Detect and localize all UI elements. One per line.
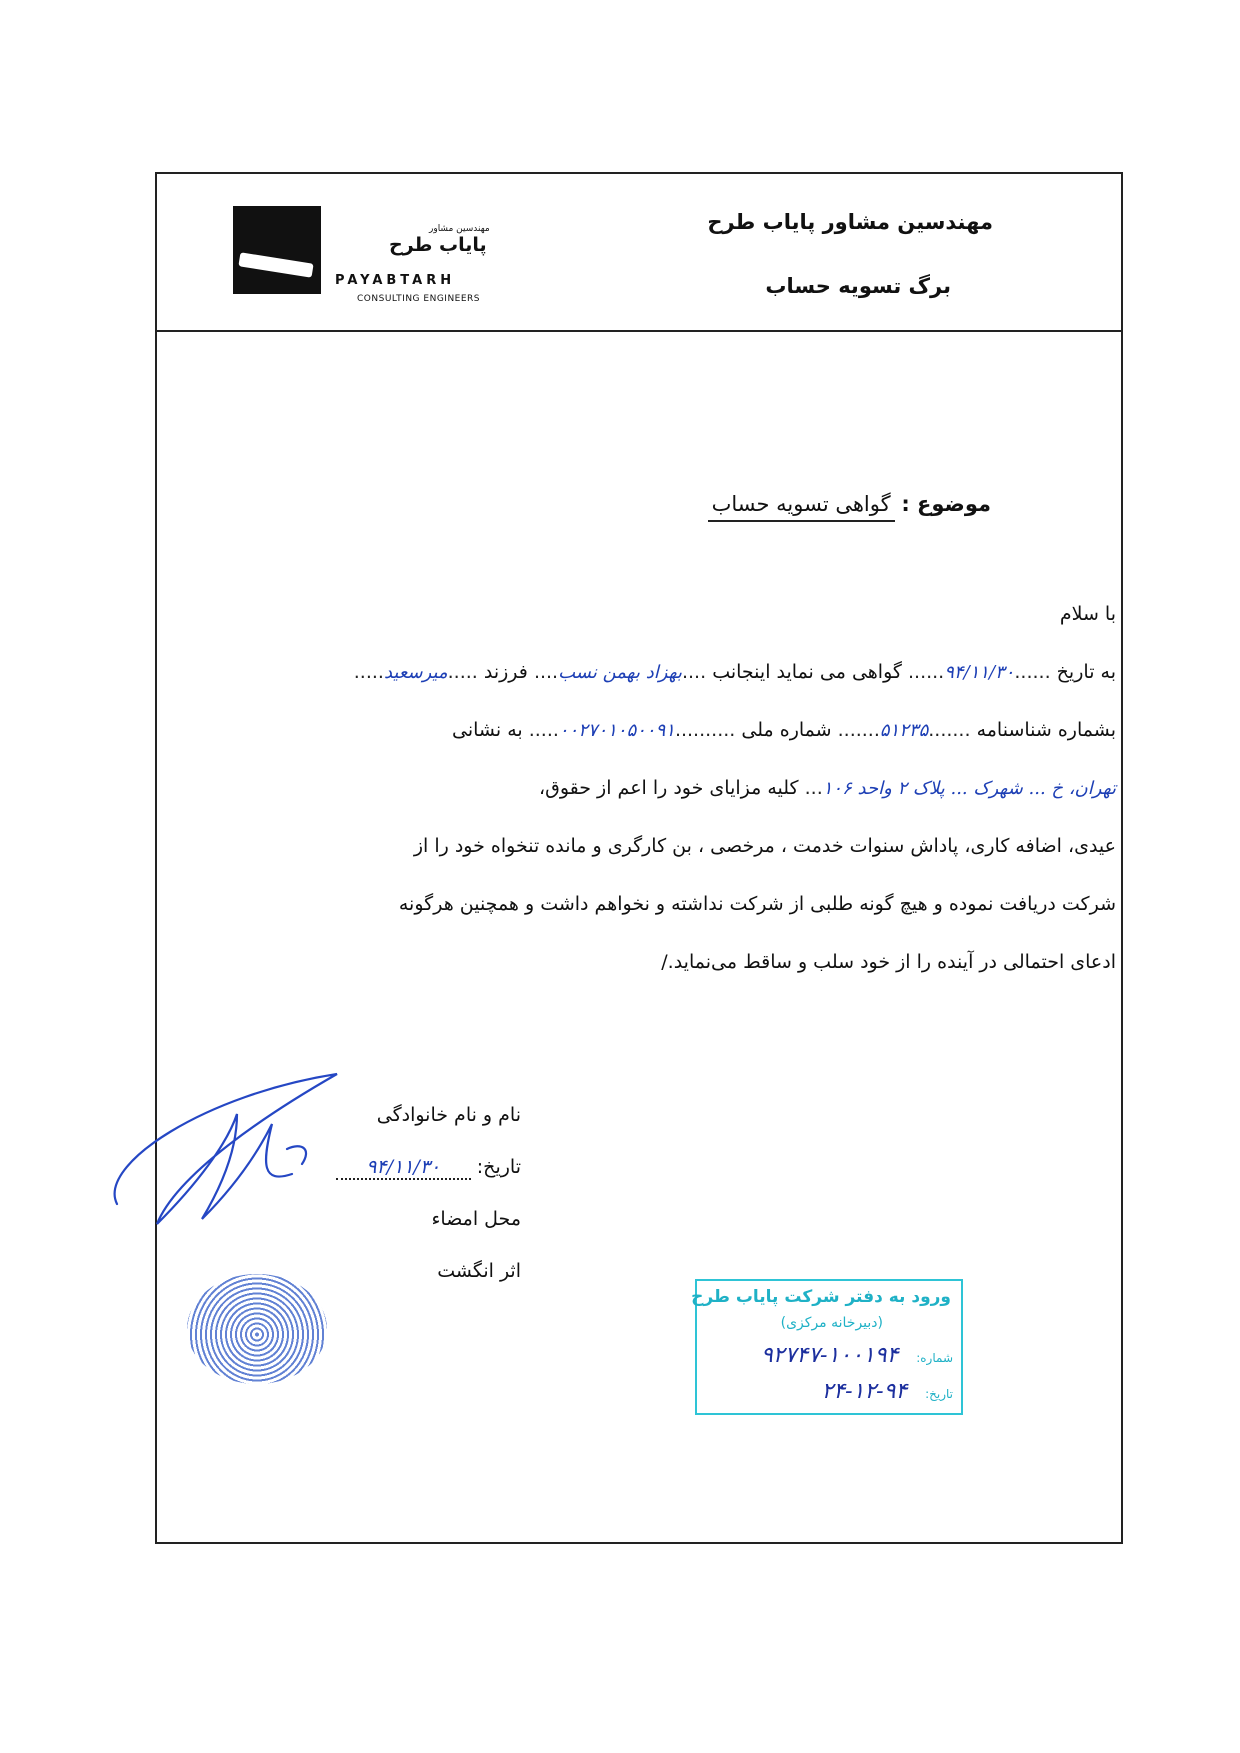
form-title: برگ تسویه حساب [765, 274, 951, 298]
stamp-date-value: ۹۴-۱۲-۲۴ [821, 1379, 908, 1404]
document-frame [155, 172, 1123, 1544]
text-certifies: گواهی می نماید اینجانب [712, 661, 902, 683]
filled-address: تهران، خ ... شهرک ... پلاک ۲ واحد ۱۰۶ [822, 778, 1116, 799]
sign-label: محل امضاء [431, 1208, 521, 1230]
filled-national-id: ۰۰۲۷۰۱۰۵۰۰۹۱ [558, 720, 675, 741]
stamp-number-value: ۱۰۰۱۹۴-۹۲۷۴۷ [760, 1343, 899, 1368]
body-line-date-name: به تاریخ ......۹۴/۱۱/۳۰...... گواهی می نماید اینجانب ....بهزاد بهمن نسب.... فرزند .....میرسعید..... [353, 661, 1116, 683]
certificate-body [216, 594, 1116, 1000]
body-line-ids: بشماره شناسنامه .......۵۱۲۳۵....... شماره ملی ..........۰۰۲۷۰۱۰۵۰۰۹۱..... به نشانی [452, 719, 1116, 741]
company-logo-icon [233, 206, 321, 294]
greeting: با سلام [1059, 603, 1116, 625]
text-benefits: کلیه مزایای خود را اعم از حقوق، [538, 777, 799, 799]
logo-stroke [238, 252, 313, 277]
fingerprint-mark [187, 1274, 327, 1384]
filled-date: ۹۴/۱۱/۳۰ [944, 662, 1015, 683]
secretariat-stamp [691, 1279, 963, 1415]
stamp-subtitle: (دبیرخانه مرکزی) [780, 1315, 883, 1331]
text-birth-cert: بشماره شناسنامه [976, 719, 1116, 741]
stamp-number-row [761, 1343, 953, 1368]
logo-en-sub: CONSULTING ENGINEERS [357, 294, 481, 304]
subject-line [708, 492, 991, 516]
filled-father-name: میرسعید [383, 662, 448, 683]
logo-fa-name: پایاب طرح [389, 234, 487, 256]
stamp-number-label: شماره: [916, 1351, 953, 1365]
filled-birth-cert: ۵۱۲۳۵ [879, 720, 929, 741]
body-line-5: عیدی، اضافه کاری، پاداش سنوات خدمت ، مرخصی ، بن کارگری و مانده تنخواه خود را از [413, 835, 1116, 857]
stamp-date-label: تاریخ: [925, 1387, 953, 1401]
body-line-address: تهران، خ ... شهرک ... پلاک ۲ واحد ۱۰۶... کلیه مزایای خود را اعم از حقوق، [538, 777, 1116, 799]
stamp-title: ورود به دفتر شرکت پایاب طرح [691, 1287, 951, 1307]
body-line-6: شرکت دریافت نموده و هیچ گونه طلبی از شرکت نداشته و نخواهم داشت و همچنین هرگونه [398, 893, 1116, 915]
name-label: نام و نام خانوادگی [376, 1104, 521, 1126]
text-address-label: به نشانی [452, 719, 523, 741]
text-date-prefix: به تاریخ [1056, 661, 1116, 683]
signed-date: ۹۴/۱۱/۳۰ [336, 1156, 471, 1180]
fingerprint-label: اثر انگشت [437, 1260, 521, 1282]
date-label: تاریخ: [476, 1156, 521, 1178]
logo-fa-small: مهندسین مشاور [429, 224, 490, 234]
stamp-date-row [821, 1379, 953, 1404]
body-line-7: ادعای احتمالی در آینده را از خود سلب و ساقط می‌نماید./ [661, 951, 1116, 973]
subject-label: موضوع : [901, 492, 991, 516]
handwritten-signature [87, 1054, 407, 1244]
logo-en-name: PAYABTARH [335, 273, 456, 288]
company-name: مهندسین مشاور پایاب طرح [707, 210, 993, 234]
text-national-id: شماره ملی [741, 719, 832, 741]
document-header [157, 174, 1121, 332]
text-child-of: فرزند [483, 661, 528, 683]
filled-employee-name: بهزاد بهمن نسب [558, 662, 682, 683]
subject-value: گواهی تسویه حساب [708, 492, 895, 522]
